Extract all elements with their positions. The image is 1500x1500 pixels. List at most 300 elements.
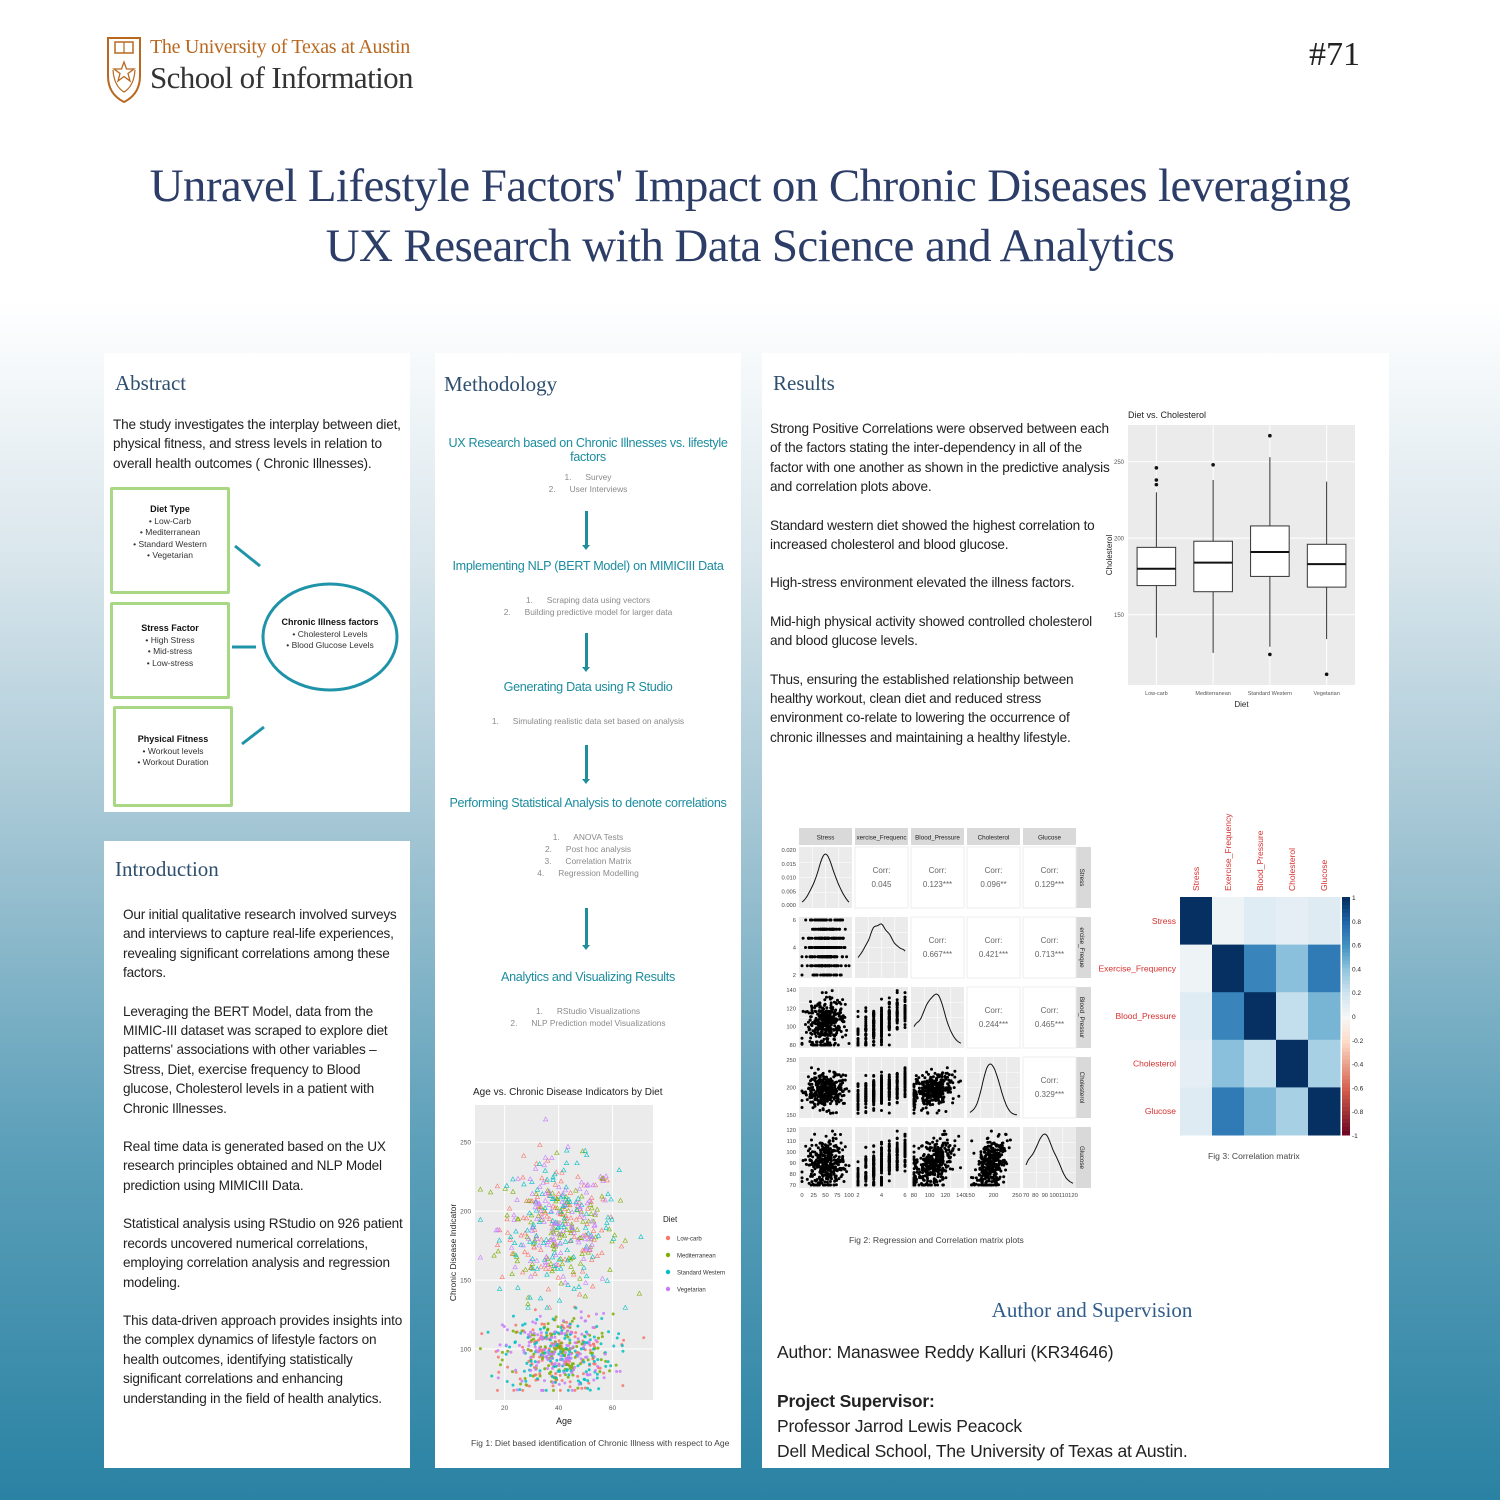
point-Vegetarian <box>497 1349 500 1352</box>
point-Standard Western <box>607 1330 610 1333</box>
point-Vegetarian <box>580 1310 583 1313</box>
data-point <box>932 1165 935 1168</box>
point-Standard Western <box>524 1322 527 1325</box>
data-point <box>896 1027 899 1030</box>
data-point <box>825 1151 828 1154</box>
data-point <box>841 1173 844 1176</box>
data-point <box>1005 1133 1008 1136</box>
colorbar-segment <box>1342 1064 1350 1068</box>
data-point <box>921 1091 924 1094</box>
factor-item-label: Mid-stress <box>153 646 193 656</box>
results-heading: Results <box>773 371 835 395</box>
heatmap-cell <box>1308 1040 1341 1088</box>
data-point <box>825 991 828 994</box>
data-point <box>904 1095 907 1098</box>
point-Standard Western <box>617 1332 620 1335</box>
x-tick-label: 100 <box>924 1193 935 1199</box>
colorbar-segment <box>1342 996 1350 1000</box>
colorbar-segment <box>1342 1000 1350 1004</box>
outlier-point <box>1155 466 1159 470</box>
data-point <box>839 1008 842 1011</box>
point-Standard Western <box>518 1388 521 1391</box>
method-step-list <box>435 831 741 879</box>
point-Standard Western <box>566 1368 569 1371</box>
point-Vegetarian <box>619 1370 622 1373</box>
data-point <box>821 1089 824 1092</box>
data-point <box>822 928 825 931</box>
data-point <box>935 1078 938 1081</box>
data-point <box>880 1148 883 1151</box>
point-Low-carb <box>574 1331 577 1334</box>
data-point <box>941 1151 944 1154</box>
data-point <box>1005 1162 1008 1165</box>
data-point <box>924 1081 927 1084</box>
data-point <box>833 1011 836 1014</box>
point-Vegetarian <box>586 1373 589 1376</box>
y-tick-label: 100 <box>786 1024 796 1031</box>
fig3-caption: Fig 3: Correlation matrix <box>1208 1151 1300 1161</box>
data-point <box>801 1176 804 1179</box>
data-point <box>921 1168 924 1171</box>
data-point <box>830 1174 833 1177</box>
point-Vegetarian <box>554 1362 557 1365</box>
data-point <box>916 1096 919 1099</box>
data-point <box>820 1086 823 1089</box>
data-point <box>872 1167 875 1170</box>
data-point <box>996 1168 999 1171</box>
point-Standard Western <box>555 1359 558 1362</box>
data-point <box>809 946 812 949</box>
colorbar-segment <box>1342 945 1350 949</box>
data-point <box>872 1103 875 1106</box>
data-point <box>818 1176 821 1179</box>
data-point <box>827 974 830 977</box>
point-Standard Western <box>607 1360 610 1363</box>
data-point <box>830 1031 833 1034</box>
corr-label: Corr: <box>984 866 1003 875</box>
row-label: Cholesterol <box>1133 1058 1176 1069</box>
ut-logo <box>104 36 413 106</box>
data-point <box>819 1149 822 1152</box>
data-point <box>929 1103 932 1106</box>
data-point <box>939 1179 942 1182</box>
point-Low-carb <box>565 1321 568 1324</box>
point-Vegetarian <box>541 1336 544 1339</box>
data-point <box>948 1160 951 1163</box>
colorbar-segment <box>1342 1036 1350 1040</box>
point-Vegetarian <box>505 1344 508 1347</box>
data-point <box>828 1025 831 1028</box>
point-Vegetarian <box>550 1357 553 1360</box>
data-point <box>830 1004 833 1007</box>
data-point <box>834 919 837 922</box>
data-point <box>815 1144 818 1147</box>
point-Vegetarian <box>583 1343 586 1346</box>
point-Vegetarian <box>528 1341 531 1344</box>
heatmap-cell <box>1212 1040 1245 1088</box>
point-Vegetarian <box>527 1344 530 1347</box>
point-Mediterranean <box>608 1369 611 1372</box>
data-point <box>857 1089 860 1092</box>
down-arrow-icon <box>585 511 588 546</box>
strip-label: Cholesterol <box>1078 1071 1085 1104</box>
colorbar-segment <box>1342 905 1350 909</box>
data-point <box>937 1165 940 1168</box>
x-tick-label: 80 <box>910 1193 918 1199</box>
arrow-diet <box>235 546 260 566</box>
point-Standard Western <box>583 1378 586 1381</box>
data-point <box>857 1179 860 1182</box>
data-point <box>832 1139 835 1142</box>
legend-title: Diet <box>663 1215 678 1224</box>
data-point <box>953 1076 956 1079</box>
arrow-fitness <box>242 727 264 744</box>
data-point <box>830 1017 833 1020</box>
data-point <box>880 1097 883 1100</box>
colorbar-segment <box>1342 988 1350 992</box>
data-point <box>834 1133 837 1136</box>
data-point <box>864 1110 867 1113</box>
data-point <box>826 1181 829 1184</box>
chronic-illness-item: • Blood Glucose Levels <box>286 640 374 650</box>
factor-item: • Standard Western <box>133 538 207 549</box>
data-point <box>913 1171 916 1174</box>
point-Vegetarian <box>546 1367 549 1370</box>
strip-label: Cholesterol <box>977 834 1010 842</box>
colorbar-segment <box>1342 976 1350 980</box>
corr-value: 0.045 <box>871 880 892 889</box>
data-point <box>904 999 907 1002</box>
data-point <box>941 1071 944 1074</box>
method-step-item: 1. Simulating realistic data set based on analysis <box>491 716 685 726</box>
data-point <box>996 1148 999 1151</box>
x-tick-label: 20 <box>501 1405 509 1412</box>
factor-item: • Workout levels <box>142 745 204 756</box>
data-point <box>818 1001 821 1004</box>
data-point <box>949 1157 952 1160</box>
point-Vegetarian <box>536 1333 539 1336</box>
data-point <box>904 1161 907 1164</box>
point-Mediterranean <box>519 1382 522 1385</box>
data-point <box>857 1037 860 1040</box>
data-point <box>815 1019 818 1022</box>
data-point <box>904 1010 907 1013</box>
point-Vegetarian <box>543 1348 546 1351</box>
data-point <box>802 937 805 940</box>
data-point <box>888 1098 891 1101</box>
colorbar-segment <box>1342 1012 1350 1016</box>
data-point <box>947 1148 950 1151</box>
data-point <box>904 1155 907 1158</box>
x-tick-label: 100 <box>844 1193 854 1199</box>
point-Standard Western <box>589 1389 592 1392</box>
data-point <box>926 1100 929 1103</box>
data-point <box>942 1142 945 1145</box>
point-Vegetarian <box>588 1340 591 1343</box>
data-point <box>872 1040 875 1043</box>
colorbar-tick: 1 <box>1352 895 1356 902</box>
point-Mediterranean <box>571 1362 574 1365</box>
point-Standard Western <box>588 1363 591 1366</box>
point-Vegetarian <box>570 1371 573 1374</box>
data-point <box>929 1146 932 1149</box>
data-point <box>857 1097 860 1100</box>
data-point <box>834 1096 837 1099</box>
data-point <box>1002 1181 1005 1184</box>
colorbar-segment <box>1342 1076 1350 1080</box>
data-point <box>864 1095 867 1098</box>
point-Vegetarian <box>571 1389 574 1392</box>
y-tick-label: 100 <box>786 1150 796 1156</box>
colorbar-segment <box>1342 1028 1350 1032</box>
data-point <box>838 928 841 931</box>
data-point <box>880 1081 883 1084</box>
data-point <box>824 1148 827 1151</box>
data-point <box>817 1068 820 1071</box>
point-Vegetarian <box>584 1356 587 1359</box>
chronic-illness-item-label: Blood Glucose Levels <box>291 640 374 650</box>
data-point <box>904 1015 907 1018</box>
strip-label: Glucose <box>1078 1145 1085 1170</box>
chronic-illness-item-label: Cholesterol Levels <box>297 628 368 639</box>
data-point <box>825 1010 828 1013</box>
x-tick-label: Vegetarian <box>1313 691 1340 697</box>
data-point <box>904 996 907 999</box>
box-Mediterranean <box>1194 541 1233 591</box>
data-point <box>806 1178 809 1181</box>
data-point <box>848 964 851 967</box>
data-point <box>913 1108 916 1111</box>
data-point <box>844 1074 847 1077</box>
method-step-title: Performing Statistical Analysis to denote correlations <box>449 796 727 810</box>
method-step-item: 2. NLP Prediction model Visualizations <box>510 1018 666 1028</box>
data-point <box>821 937 824 940</box>
point-Vegetarian <box>564 1332 567 1335</box>
data-point <box>896 1169 899 1172</box>
data-point <box>917 1076 920 1079</box>
colorbar-segment <box>1342 1048 1350 1052</box>
colorbar-segment <box>1342 897 1350 901</box>
point-Mediterranean <box>572 1317 575 1320</box>
data-point <box>982 1166 985 1169</box>
colorbar-segment <box>1342 1032 1350 1036</box>
point-Mediterranean <box>553 1347 556 1350</box>
factor-item: • Mid-stress <box>147 646 193 656</box>
point-Mediterranean <box>571 1320 574 1323</box>
data-point <box>872 1079 875 1082</box>
y-tick-label: 80 <box>789 1043 796 1049</box>
point-Standard Western <box>536 1377 539 1380</box>
colorbar-segment <box>1342 957 1350 961</box>
data-point <box>807 1075 810 1078</box>
data-point <box>828 1010 831 1013</box>
point-Standard Western <box>583 1341 586 1344</box>
point-Vegetarian <box>546 1358 549 1361</box>
point-Standard Western <box>621 1344 624 1347</box>
data-point <box>991 1170 994 1173</box>
data-point <box>831 989 834 992</box>
data-point <box>999 1149 1002 1152</box>
factor-item-label: High Stress <box>150 634 195 645</box>
colorbar-tick: -0.2 <box>1352 1037 1364 1045</box>
colorbar-tick: 0 <box>1352 1014 1356 1021</box>
data-point <box>804 1145 807 1148</box>
legend-key-Standard Western <box>666 1270 670 1274</box>
data-point <box>923 1163 926 1166</box>
data-point <box>814 1095 817 1098</box>
data-point <box>857 1085 860 1088</box>
method-step-title: Analytics and Visualizing Results <box>501 970 675 984</box>
data-point <box>816 1103 819 1106</box>
data-point <box>990 1130 993 1133</box>
colorbar-segment <box>1342 1052 1350 1056</box>
data-point <box>818 1095 821 1098</box>
outlier-point <box>1155 483 1159 487</box>
corr-label: Corr: <box>872 866 891 875</box>
data-point <box>888 1149 891 1152</box>
data-point <box>937 1109 940 1112</box>
data-point <box>946 1066 949 1069</box>
data-point <box>935 1180 938 1183</box>
data-point <box>810 919 813 922</box>
data-point <box>823 1180 826 1183</box>
data-point <box>942 1169 945 1172</box>
colorbar-tick: -0.4 <box>1352 1061 1364 1069</box>
point-Standard Western <box>576 1325 579 1328</box>
data-point <box>821 1044 824 1047</box>
data-point <box>947 1084 950 1087</box>
data-point <box>985 1171 988 1174</box>
colorbar-segment <box>1342 1068 1350 1072</box>
data-point <box>839 1133 842 1136</box>
corr-label: Corr: <box>984 1006 1003 1015</box>
point-Vegetarian <box>572 1345 575 1348</box>
data-point <box>888 1086 891 1089</box>
factor-item-label: Workout levels <box>147 745 204 756</box>
data-point <box>834 1088 837 1091</box>
corr-cell <box>911 917 964 978</box>
paragraph: Standard western diet showed the highest correlation to increased cholesterol and blood glucose. <box>770 517 1095 553</box>
data-point <box>836 1018 839 1021</box>
data-point <box>904 1170 907 1173</box>
data-point <box>864 1090 867 1093</box>
data-point <box>888 1033 891 1036</box>
data-point <box>937 1155 940 1158</box>
data-point <box>904 1026 907 1029</box>
data-point <box>896 1148 899 1151</box>
point-Vegetarian <box>546 1351 549 1354</box>
data-point <box>896 1096 899 1099</box>
data-point <box>944 1072 947 1075</box>
data-point <box>810 1180 813 1183</box>
data-point <box>984 1146 987 1149</box>
data-point <box>904 1023 907 1026</box>
point-Mediterranean <box>557 1325 560 1328</box>
data-point <box>827 1148 830 1151</box>
data-point <box>880 1016 883 1019</box>
corr-cell <box>1023 847 1076 908</box>
data-point <box>857 1044 860 1047</box>
data-point <box>839 1003 842 1006</box>
point-Standard Western <box>542 1326 545 1329</box>
point-Vegetarian <box>501 1323 504 1326</box>
data-point <box>926 1147 929 1150</box>
data-point <box>927 1073 930 1076</box>
data-point <box>936 1184 939 1187</box>
point-Mediterranean <box>524 1377 527 1380</box>
point-Standard Western <box>574 1350 577 1353</box>
data-point <box>813 1072 816 1075</box>
corr-cell <box>1023 1057 1076 1118</box>
data-point <box>994 1154 997 1157</box>
point-Standard Western <box>545 1331 548 1334</box>
data-point <box>939 1137 942 1140</box>
data-point <box>818 955 821 958</box>
data-point <box>896 1151 899 1154</box>
data-point <box>823 998 826 1001</box>
data-point <box>823 1078 826 1081</box>
point-Low-carb <box>559 1374 562 1377</box>
point-Mediterranean <box>549 1371 552 1374</box>
factor-item-label: Standard Western <box>138 538 207 549</box>
point-Standard Western <box>533 1343 536 1346</box>
data-point <box>924 1157 927 1160</box>
data-point <box>923 1153 926 1156</box>
point-Standard Western <box>519 1332 522 1335</box>
data-point <box>941 1092 944 1095</box>
data-point <box>880 1041 883 1044</box>
factor-item: • Vegetarian <box>147 550 193 560</box>
heatmap-cell <box>1276 992 1309 1040</box>
data-point <box>1003 1147 1006 1150</box>
data-point <box>801 1099 804 1102</box>
data-point <box>971 1183 974 1186</box>
strip-label: Stress <box>816 834 835 842</box>
point-Standard Western <box>555 1376 558 1379</box>
data-point <box>986 1137 989 1140</box>
method-step-title: Implementing NLP (BERT Model) on MIMICIII Data <box>452 559 724 573</box>
y-tick-label: 6 <box>792 918 796 924</box>
x-tick-label: 120 <box>940 1193 951 1199</box>
point-Vegetarian <box>570 1331 573 1334</box>
data-point <box>840 1030 843 1033</box>
point-Standard Western <box>538 1369 541 1372</box>
data-point <box>995 1157 998 1160</box>
data-point <box>822 1107 825 1110</box>
data-point <box>857 1082 860 1085</box>
data-point <box>827 1174 830 1177</box>
factor-box-title: Stress Factor <box>141 623 199 633</box>
strip-label: Stress <box>1078 868 1085 887</box>
outlier-point <box>1325 672 1329 676</box>
data-point <box>801 1106 804 1109</box>
x-tick-label: 50 <box>822 1193 829 1199</box>
heatmap-cell <box>1276 1087 1309 1135</box>
data-point <box>913 1162 916 1165</box>
poster-number: #71 <box>1309 36 1360 73</box>
point-Vegetarian <box>558 1383 561 1386</box>
factor-box-stress-factor <box>110 602 230 699</box>
correlation-matrix <box>1095 780 1365 1150</box>
data-point <box>810 1144 813 1147</box>
colorbar-segment <box>1342 937 1350 941</box>
data-point <box>921 1074 924 1077</box>
data-point <box>838 946 841 949</box>
point-Vegetarian <box>563 1381 566 1384</box>
data-point <box>831 1130 834 1133</box>
heatmap-cell <box>1180 1040 1213 1088</box>
legend-label: Vegetarian <box>677 1287 706 1294</box>
